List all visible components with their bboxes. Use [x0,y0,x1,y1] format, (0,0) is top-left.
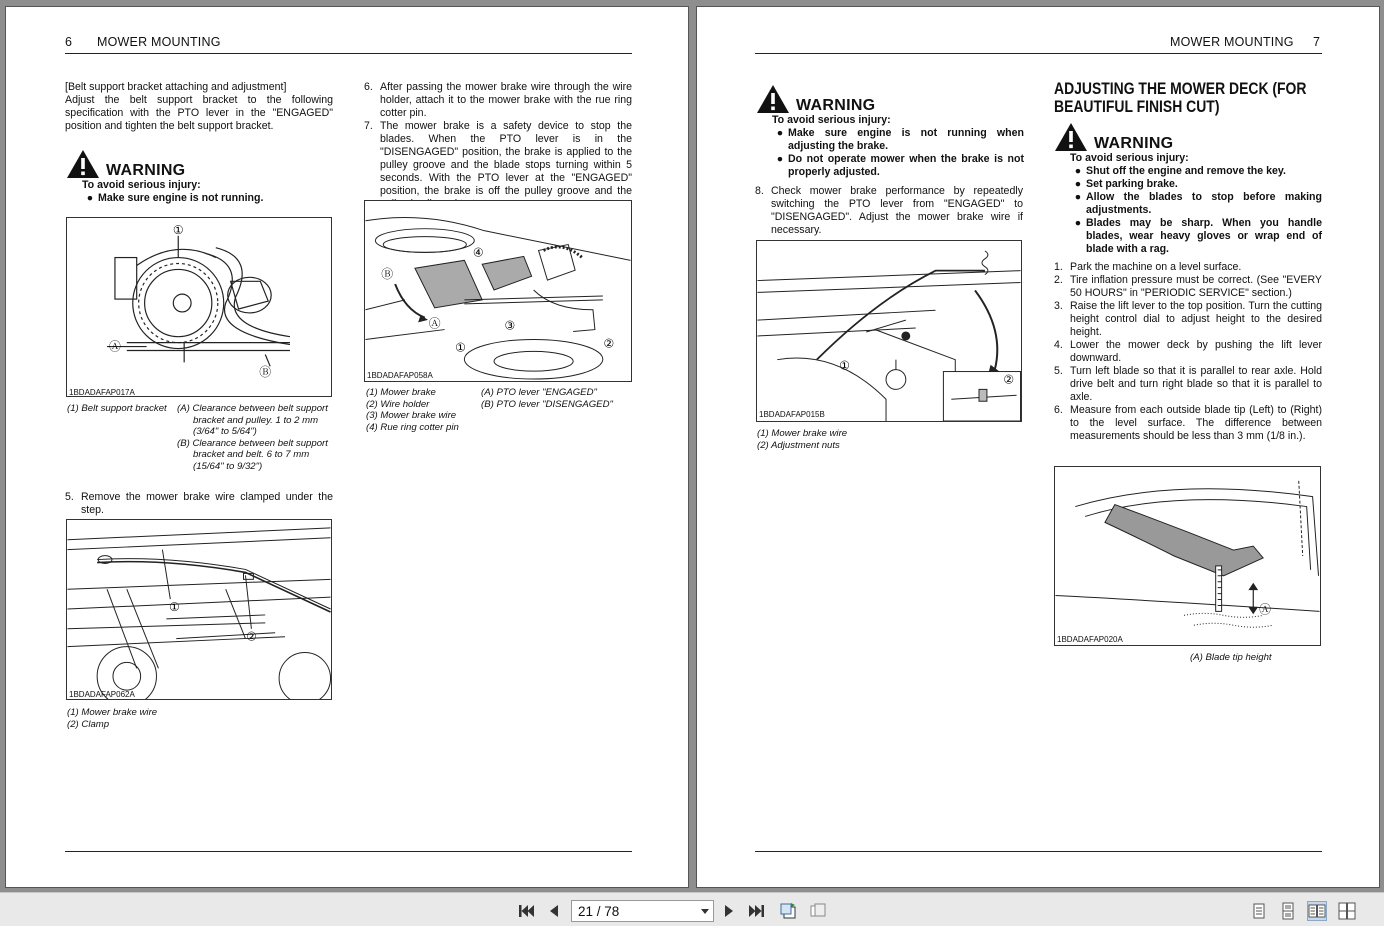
warning-sub: To avoid serious injury: [82,179,201,191]
warning-item: ● Allow the blades to stop before making adjustments. [1074,191,1322,216]
section-title: ADJUSTING THE MOWER DECK (FOR BEAUTIFUL FINISH CUT) [1054,79,1307,116]
warning-word: WARNING [796,97,876,114]
belt-bracket-illustration [67,218,331,396]
warning-word: WARNING [1094,135,1174,152]
callout-a: Ⓐ [428,316,441,331]
warning-item: ● Shut off the engine and remove the key. [1074,165,1286,177]
warning-box-brake [756,82,1024,179]
warning-item: ● Make sure engine is not running. [86,192,264,204]
page-header-title: MOWER MOUNTING [1170,35,1294,49]
callout-a: Ⓐ [1259,602,1272,617]
rotate-view-button[interactable] [778,901,798,921]
callout-2: ② [246,629,257,644]
single-page-view-button[interactable] [1249,901,1269,921]
page-header-title: MOWER MOUNTING [97,35,221,49]
warning-box-left [66,147,334,205]
next-page-button[interactable] [719,901,739,921]
warning-sub: To avoid serious injury: [1070,152,1189,164]
callout-2: ② [603,336,615,351]
rotate-icon [779,902,797,920]
deck-steps [1054,261,1322,443]
brake-wire-clamp-illustration [67,520,331,699]
figure-blade-tip-height [1054,466,1321,646]
figure-brake-adjustment [756,240,1022,422]
chevron-down-icon[interactable] [701,909,709,914]
step-5: 5. Remove the mower brake wire clamped under the step. [65,491,333,516]
next-page-icon [720,902,738,920]
warning-triangle-icon [1054,122,1088,152]
mower-brake-illustration [365,201,631,381]
page-number-field[interactable] [571,900,714,922]
fig1-caption-right: (A) Clearance between belt support bracket and pulley. 1 to 2 mm (3/64" to 5/64") (B) Clearance between belt support bracket and belt. 6 to 7 mm (15/64" to 9/32") [177,403,328,472]
deck-step-6: 6. Measure from each outside blade tip (Left) to (Right) to the level surface. The difference between measurements should be less than 3 mm (1/8 in.). [1054,404,1322,442]
figure-id: 1BDADAFAP058A [367,371,433,380]
brake-adjustment-illustration [757,241,1021,421]
header-rule [65,53,632,54]
facing-view-button[interactable] [1307,901,1327,921]
facing-continuous-view-button[interactable] [1337,901,1357,921]
page-number-value: 21 / 78 [578,903,620,919]
intro-title: [Belt support bracket attaching and adjustment] [65,81,287,93]
callout-1: ① [455,340,466,355]
callout-1: ① [168,599,180,614]
fig4-caption: (1) Mower brake wire (2) Adjustment nuts [757,428,848,451]
prev-page-button[interactable] [544,901,564,921]
warning-box-deck [1054,120,1322,256]
callout-4: ④ [472,245,484,260]
warning-item: ● Do not operate mower when the brake is not properly adjusted. [776,153,1024,178]
facing-continuous-icon [1338,902,1356,920]
fig2-caption: (1) Mower brake wire (2) Clamp [67,707,158,730]
first-page-icon [517,902,535,920]
prev-page-icon [545,902,563,920]
bottom-toolbar [0,892,1384,926]
page-number: 6 [65,35,73,49]
fig3-caption-left: (1) Mower brake (2) Wire holder (3) Mower brake wire (4) Rue ring cotter pin [366,387,459,433]
figure-mower-brake-wire-clamp [66,519,332,700]
deck-step-3: 3. Raise the lift lever to the top position. Turn the cutting height control dial to adjust height to the desired height. [1054,300,1322,338]
warning-sub: To avoid serious injury: [772,114,891,126]
callout-a: Ⓐ [109,339,121,354]
deck-step-5: 5. Turn left blade so that it is parallel to rear axle. Hold drive belt and turn right blade so that it is parallel to axle. [1054,365,1322,403]
warning-triangle-icon [756,84,790,114]
intro-body: Adjust the belt support bracket to the following specification with the PTO lever in the "ENGAGED" position and tighten the belt support bracket. [65,94,333,132]
header-rule [755,53,1322,54]
fig5-caption: (A) Blade tip height [1190,652,1272,663]
callout-1: ① [839,358,850,373]
intro-block [65,81,333,133]
figure-id: 1BDADAFAP017A [69,388,135,397]
step-8: 8. Check mower brake performance by repeatedly switching the PTO lever from "ENGAGED" to "DISENGAGED". Adjust the mower brake wire if necessary. [755,185,1023,236]
continuous-view-button[interactable] [1278,901,1298,921]
fit-icon [809,902,827,920]
fig1-caption-left: (1) Belt support bracket [67,403,167,414]
warning-triangle-icon [66,149,100,179]
deck-step-2: 2. Tire inflation pressure must be correct. (See "EVERY 50 HOURS" in "PERIODIC SERVICE" section.) [1054,274,1322,299]
warning-item: ● Set parking brake. [1074,178,1178,190]
footer-rule [755,851,1322,852]
callout-1: ① [172,222,184,237]
deck-step-4: 4. Lower the mower deck by pushing the lift lever downward. [1054,339,1322,364]
callout-2: ② [1003,372,1014,387]
warning-item: ● Blades may be sharp. When you handle blades, wear heavy gloves or wrap end of blade with a rag. [1074,217,1322,255]
first-page-button[interactable] [516,901,536,921]
callout-3: ③ [504,318,516,333]
figure-id: 1BDADAFAP062A [69,690,135,699]
fit-view-button[interactable] [808,901,828,921]
footer-rule [65,851,632,852]
figure-belt-support-bracket [66,217,332,397]
page-number: 7 [1313,35,1321,49]
steps-6-7 [364,81,632,211]
warning-item: ● Make sure engine is not running when adjusting the brake. [776,127,1024,152]
figure-id: 1BDADAFAP020A [1057,635,1123,644]
fig3-caption-right: (A) PTO lever "ENGAGED" (B) PTO lever "DISENGAGED" [481,387,613,410]
page-7 [696,6,1380,888]
deck-step-1: 1. Park the machine on a level surface. [1054,261,1242,273]
blade-tip-illustration [1055,467,1320,645]
warning-word: WARNING [106,162,186,179]
continuous-icon [1279,902,1297,920]
page-6 [5,6,689,888]
single-page-icon [1250,902,1268,920]
step-7: 7. The mower brake is a safety device to stop the blades. When the PTO lever is in the "DISENGAGED" position, the brake is applied to the pulley groove and the blade stops turning within 5 seconds. With the PTO lever at the "ENGAGED" position, the brake is off the pulley groove and the [364,120,632,197]
step-6: 6. After passing the mower brake wire through the wire holder, attach it to the mower brake with the rue ring cotter pin. [364,81,632,119]
last-page-button[interactable] [747,901,767,921]
figure-mower-brake [364,200,632,382]
callout-b: Ⓑ [381,267,394,282]
facing-icon [1308,902,1326,920]
last-page-icon [748,902,766,920]
figure-id: 1BDADAFAP015B [759,410,825,419]
callout-b: Ⓑ [259,365,272,380]
